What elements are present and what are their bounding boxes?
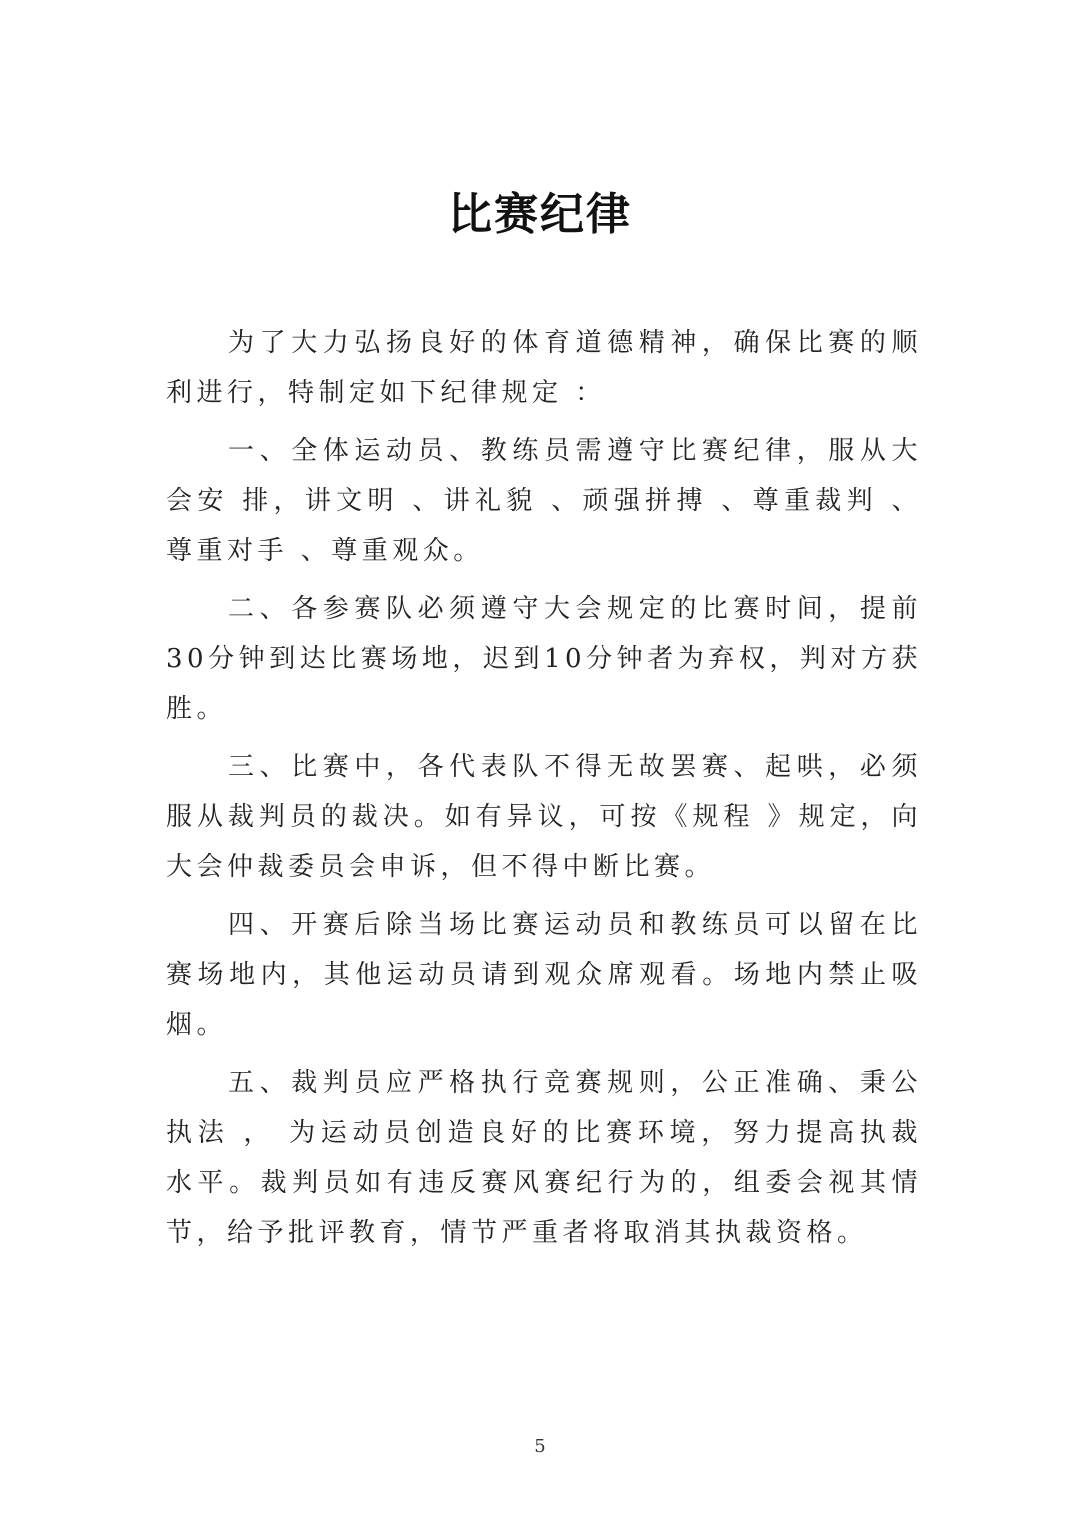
page-number: 5 — [534, 1436, 546, 1457]
rule-paragraph-4: 四、开赛后除当场比赛运动员和教练员可以留在比赛场地内，其他运动员请到观众席观看。场地内禁止吸烟。 — [166, 910, 922, 1040]
rule-paragraph-5: 五、裁判员应严格执行竞赛规则，公正准确、秉公执法 ， 为运动员创造良好的比赛环境，努力提高执裁水平。裁判员如有违反赛风赛纪行为的，组委会视其情节，给予批评教育，情节严重者将取消其执裁资格。 — [166, 1068, 922, 1248]
rule-paragraph-2: 二、各参赛队必须遵守大会规定的比赛时间，提前30分钟到达比赛场地，迟到10分钟者为弃权，判对方获胜。 — [166, 594, 922, 724]
rule-paragraph-3: 三、比赛中，各代表队不得无故罢赛、起哄，必须服从裁判员的裁决。如有异议，可按《规程 》规定，向大会仲裁委员会申诉，但不得中断比赛。 — [166, 752, 922, 882]
rule-paragraph-1: 一、全体运动员、教练员需遵守比赛纪律，服从大会安 排，讲文明 、讲礼貌 、顽强拼搏 、尊重裁判 、尊重对手 、尊重观众。 — [166, 436, 922, 566]
document-body — [166, 318, 922, 1258]
intro-paragraph: 为了大力弘扬良好的体育道德精神，确保比赛的顺利进行，特制定如下纪律规定 ： — [166, 328, 922, 408]
document-title: 比赛纪律 — [448, 189, 632, 240]
